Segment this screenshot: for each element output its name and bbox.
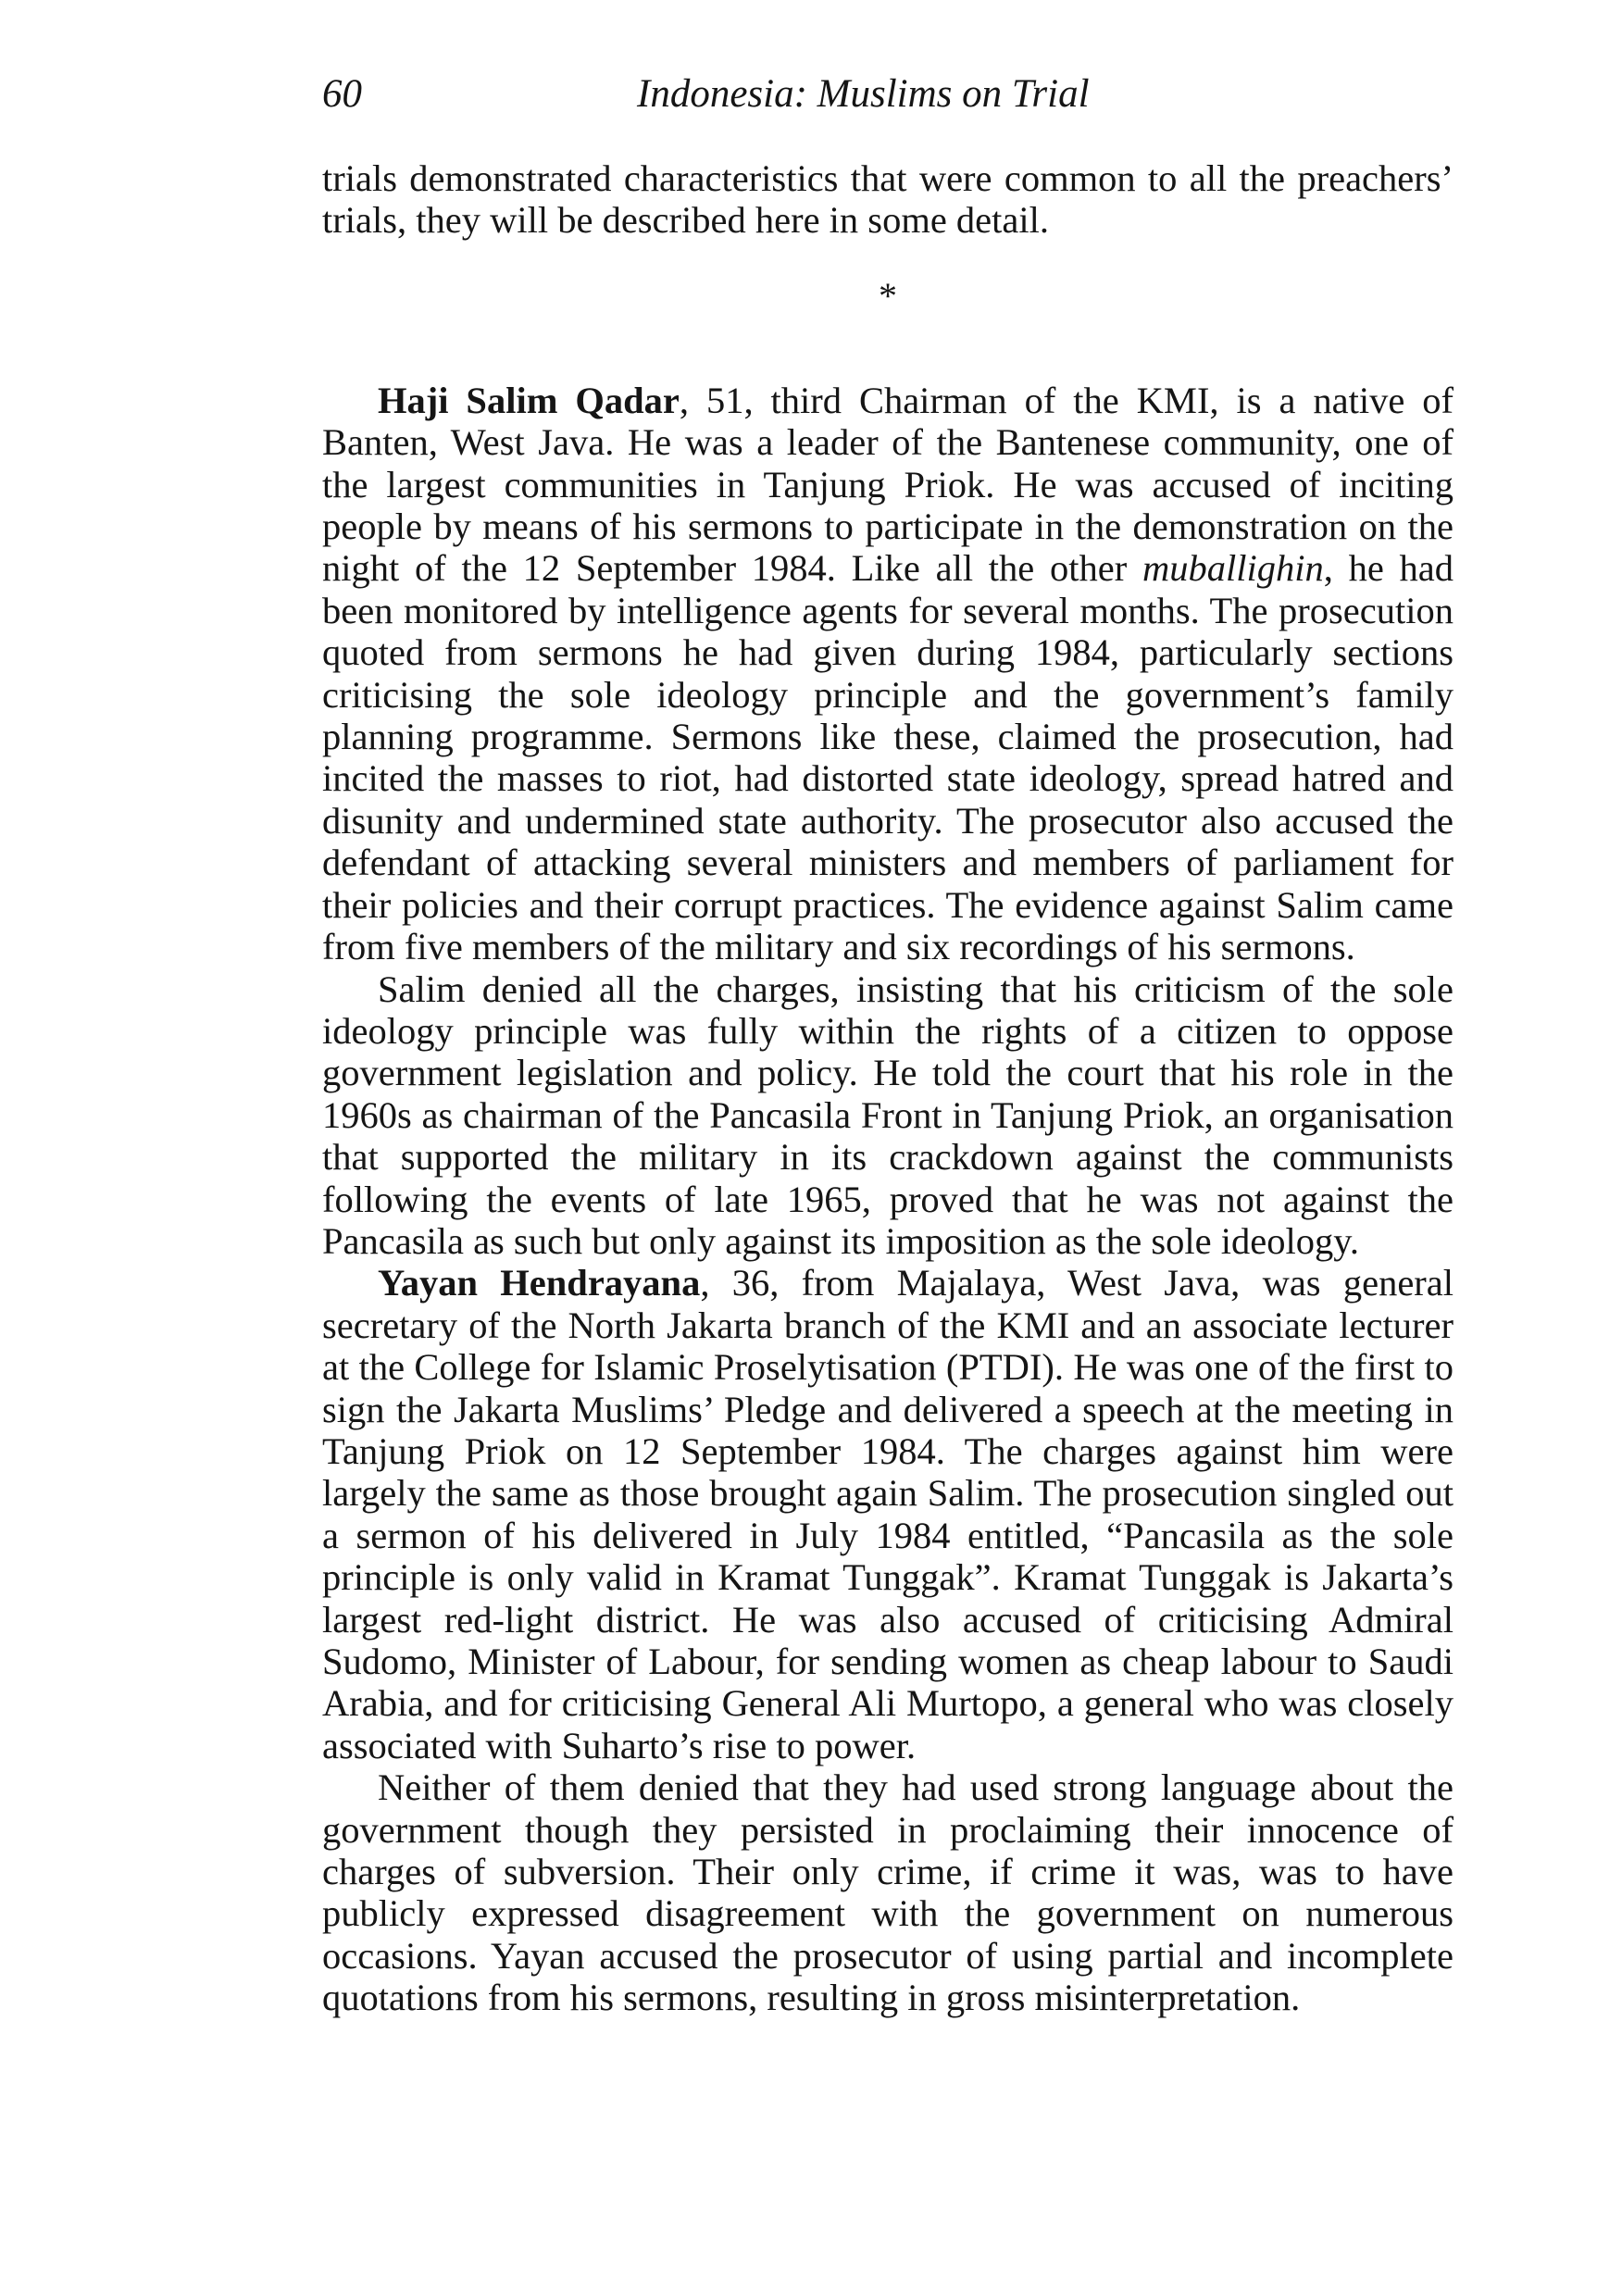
paragraph-salim-defence: Salim denied all the charges, insisting that his criticism of the sole ideology principle was fully within the rights of a citizen to oppose government legislation and policy. He told the court that his role in the 1960s as chairman of the Pancasila Front in Tanjung Priok, an organisation that supported the military in its crackdown against the communists following the events of late 1965, proved that he was not against the Pancasila as such but only against its imposition as the sole ideology.: [322, 967, 1454, 1262]
paragraph-verdict-context: Neither of them denied that they had used strong language about the government though they persisted in proclaiming their innocence of charges of subversion. Their only crime, if crime it was, was to have publicly expressed disagreement with the government on numerous occasions. Yayan accused the prosecutor of using partial and incomplete quotations from his sermons, resulting in gross misinterpretation.: [322, 1766, 1454, 2019]
defendant-name-yayan: Yayan Hendrayana: [378, 1262, 701, 1304]
paragraph-yayan-text: , 36, from Majalaya, West Java, was general secretary of the North Jakarta branch of the KMI and an associate lecturer at the College for Islamic Proselytisation (PTDI). He was one of the first to sign the Jakarta Muslims’ Pledge and delivered a speech at the meeting in Tanjung Priok on 12 September 1984. The charges against him were largely the same as those brought again Salim. The prosecution singled out a sermon of his delivered in July 1984 entitled, “Pancasila as the sole principle is only valid in Kramat Tunggak”. Kramat Tunggak is Jakarta’s largest red-light district. He was also accused of criticising Admiral Sudomo, Minister of Labour, for sending women as cheap labour to Saudi Arabia, and for criticising General Ali Murtopo, a general who was closely associated with Suharto’s rise to power.: [322, 1262, 1454, 1766]
page-number: 60: [322, 72, 362, 116]
paragraph-salim-text-a: , 51, third Chairman of the KMI, is a native of Banten, West Java. He was a leader of the Bantenese community, one of the largest communities in Tanjung Priok. He was accused of inciting people by means of his sermons to participate in the demonstration on the night of the 12 September 1984. Like all the other: [322, 379, 1454, 590]
paragraph-salim-text-b: , he had been monitored by intelligence agents for several months. The prosecution quoted from sermons he had given during 1984, particularly sections criticising the sole ideology principle and the government’s family planning programme. Sermons like these, claimed the prosecution, had incited the masses to riot, had distorted state ideology, spread hatred and disunity and undermined state authority. The prosecutor also accused the defendant of attacking several ministers and members of parliament for their policies and their corrupt practices. The evidence against Salim came from five members of the military and six recordings of his sermons.: [322, 547, 1454, 968]
paragraph-yayan: [322, 1262, 1454, 1766]
running-title: Indonesia: Muslims on Trial: [637, 72, 1090, 116]
running-head: [322, 67, 1268, 122]
defendant-name-salim: Haji Salim Qadar: [378, 379, 680, 421]
section-separator: *: [879, 274, 897, 317]
body-text: [322, 157, 1454, 2019]
opening-paragraph: trials demonstrated characteristics that were common to all the preachers’ trials, they will be described here in some detail.: [322, 157, 1454, 242]
paragraph-salim: [322, 380, 1454, 968]
term-muballighin: muballighin: [1142, 547, 1324, 590]
